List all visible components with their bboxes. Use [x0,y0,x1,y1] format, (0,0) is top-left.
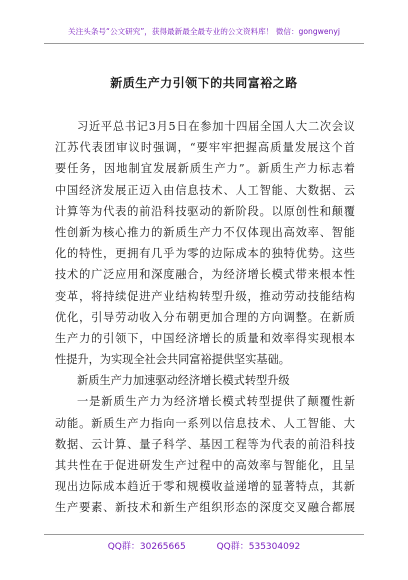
paragraph-line: 习近平总书记3月5日在参加十四届全国人大二次会议 [77,120,355,133]
footer-divider [44,534,364,535]
paragraph-line: 江苏代表团审议时强调，“要牢牢把握高质量发展这个首 [55,141,355,155]
paragraph-line: 化的特性，更拥有几乎为零的边际成本的独特优势。这些 [55,247,355,261]
document-body [55,116,355,519]
paragraph-line: 优化，引导劳动收入分布朝更加合理的方向调整。在新质 [55,310,355,324]
paragraph-1 [55,116,355,370]
section-heading: 新质生产力加速驱动经济增长模式转型升级 [77,374,290,388]
paragraph-line: 动能。新质生产力指向一系列以信息技术、人工智能、大 [55,416,355,430]
paragraph-line: 技术的广泛应用和深度融合，为经济增长模式带来根本性 [55,268,355,282]
paragraph-line: 生产力的引领下，中国经济增长的质量和效率得实现根本 [55,331,355,345]
paragraph-line: 性创新为核心推力的新质生产力不仅体现出高效率、智能 [55,225,355,239]
paragraph-line: 性提升，为实现全社会共同富裕提供坚实基础。 [55,353,290,367]
footer-qq-group-2: QQ群：535304092 [216,542,301,552]
paragraph-line: 其共性在于促进研发生产过程中的高效率与智能化，且呈 [55,459,355,472]
page-footer [0,539,408,552]
paragraph-2 [55,391,355,518]
paragraph-line: 数据、云计算、量子科学、基因工程等为代表的前沿科技 [55,437,355,451]
paragraph-line: 一是新质生产力为经济增长模式转型提供了颠覆性新 [77,395,355,409]
header-divider [44,43,364,44]
footer-qq-group-1: QQ群：30265665 [107,542,186,552]
paragraph-line: 计算等为代表的前沿科技驱动的新阶段。以原创性和颠覆 [55,204,355,218]
paragraph-line: 要任务，因地制宜发展新质生产力”。新质生产力标志着 [55,162,355,176]
paragraph-line: 现出边际成本趋近于零和规模收益递增的显著特点，其新 [55,480,355,494]
document-title: 新质生产力引领下的共同富裕之路 [110,76,298,90]
page-header-banner: 关注头条号“公文研究”，获得最新最全最专业的公文资料库！ 微信：gongwenyj [68,27,340,36]
paragraph-line: 变革，将持续促进产业结构转型升级，推动劳动技能结构 [55,289,355,303]
paragraph-line: 中国经济发展正迈入由信息技术、人工智能、大数据、云 [55,183,355,197]
paragraph-line: 生产要素、新技术和新生产组织形态的深度交叉融合都展 [55,501,355,515]
